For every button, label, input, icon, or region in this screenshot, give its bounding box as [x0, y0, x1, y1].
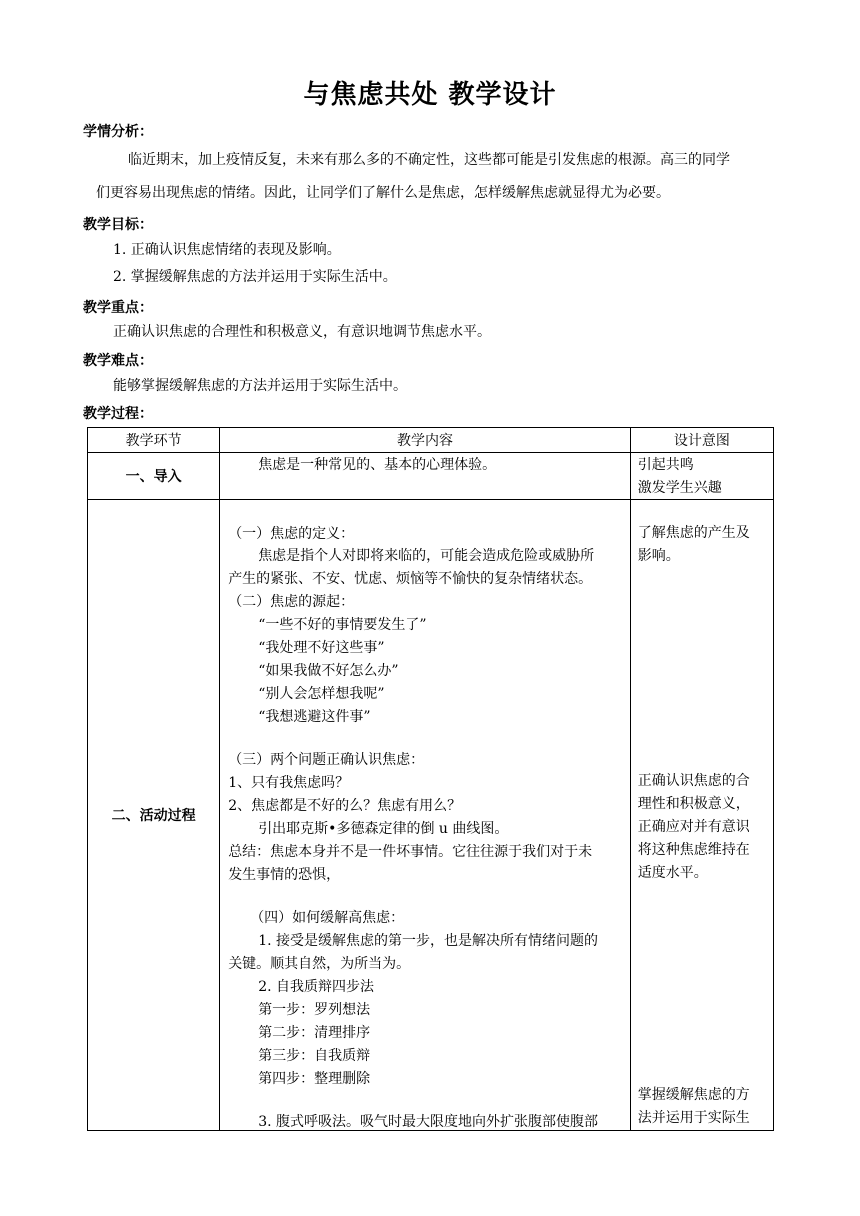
purpose-line: 激发学生兴趣: [637, 480, 722, 496]
content-line: 焦虑是一种常见的、基本的心理体验。: [258, 457, 497, 473]
purpose-line: 理性和积极意义，: [637, 796, 750, 812]
column-header-purpose: 设计意图: [630, 428, 773, 453]
table-header-row: [88, 428, 774, 453]
purpose-line: 正确认识焦虑的合: [637, 773, 750, 789]
content-line: 引出耶克斯•多德森定律的倒 u 曲线图。: [258, 821, 509, 837]
content-line: 发生事情的恐惧，: [228, 867, 341, 883]
purpose-line: 了解焦虑的产生及: [637, 525, 750, 541]
content-line: “如果我做不好怎么办”: [258, 663, 399, 679]
content-line: 1. 接受是缓解焦虑的第一步，也是解决所有情绪问题的: [258, 933, 598, 949]
content-line: （三）两个问题正确认识焦虑：: [228, 752, 425, 768]
purpose-line: 引起共鸣: [637, 457, 694, 473]
content-line: 2、焦虑都是不好的么？焦虑有用么？: [228, 798, 462, 814]
purpose-line: 适度水平。: [637, 865, 708, 881]
content-line: “我想逃避这件事”: [258, 709, 371, 725]
purpose-line: 法并运用于实际生: [637, 1110, 750, 1126]
purpose-line: 影响。: [637, 548, 680, 564]
column-header-stage: 教学环节: [88, 428, 220, 453]
column-header-content: 教学内容: [220, 428, 631, 453]
table-row: [88, 453, 774, 500]
purpose-block-c: [638, 1084, 770, 1130]
content-line: （二）焦虑的源起：: [228, 594, 355, 610]
purpose-line: 正确应对并有意识: [637, 819, 750, 835]
process-heading: 教学过程：: [83, 406, 153, 422]
goal-item-1: 1. 正确认识焦虑情绪的表现及影响。: [113, 242, 341, 258]
analysis-line-2: 们更容易出现焦虑的情绪。因此，让同学们了解什么是焦虑，怎样缓解焦虑就显得尤为必要。: [96, 185, 670, 201]
goals-heading: 教学目标：: [83, 217, 153, 233]
content-line: 第三步：自我质辩: [258, 1048, 371, 1064]
purpose-intro: [630, 453, 773, 500]
key-point-text: 正确认识焦虑的合理性和积极意义，有意识地调节焦虑水平。: [113, 324, 491, 340]
content-line: 焦虑是指个人对即将来临的，可能会造成危险或威胁所: [258, 548, 595, 564]
analysis-line-1: 临近期末，加上疫情反复，未来有那么多的不确定性，这些都可能是引发焦虑的根源。高三的同学: [128, 152, 730, 168]
purpose-block-a: [638, 522, 770, 568]
content-line: “别人会怎样想我呢”: [258, 686, 385, 702]
content-line: 关键。顺其自然，为所当为。: [228, 956, 411, 972]
content-line: 产生的紧张、不安、忧虑、烦恼等不愉快的复杂情绪状态。: [228, 571, 593, 587]
content-line: 第一步：罗列想法: [258, 1002, 371, 1018]
content-line: 2. 自我质辩四步法: [258, 979, 374, 995]
content-line: “一些不好的事情要发生了”: [258, 617, 427, 633]
document-title: 与焦虑共处 教学设计: [303, 80, 557, 110]
content-intro: [220, 453, 631, 500]
content-line: （四）如何缓解高焦虑：: [250, 910, 405, 926]
stage-activity: 二、活动过程: [88, 500, 220, 1131]
content-line: 第四步：整理删除: [258, 1071, 371, 1087]
content-line: （一）焦虑的定义：: [228, 526, 355, 542]
content-line: 1、只有我焦虑吗？: [228, 775, 350, 791]
purpose-activity: [630, 500, 773, 1131]
purpose-line: 掌握缓解焦虑的方: [637, 1087, 750, 1103]
table-row: [88, 500, 774, 1131]
content-activity: [220, 500, 631, 1131]
content-line: 第二步：清理排序: [258, 1025, 371, 1041]
content-line: 总结：焦虑本身并不是一件坏事情。它往往源于我们对于未: [228, 844, 593, 860]
content-line: 3. 腹式呼吸法。吸气时最大限度地向外扩张腹部使腹部: [258, 1114, 598, 1130]
difficulty-heading: 教学难点：: [83, 353, 153, 369]
process-table: [87, 427, 774, 1131]
stage-intro: 一、导入: [88, 453, 220, 500]
key-point-heading: 教学重点：: [83, 300, 153, 316]
analysis-heading: 学情分析：: [83, 124, 153, 140]
difficulty-text: 能够掌握缓解焦虑的方法并运用于实际生活中。: [113, 378, 407, 394]
purpose-line: 将这种焦虑维持在: [637, 842, 750, 858]
goal-item-2: 2. 掌握缓解焦虑的方法并运用于实际生活中。: [113, 269, 397, 285]
content-line: “我处理不好这些事”: [258, 640, 385, 656]
purpose-block-b: [638, 770, 770, 885]
